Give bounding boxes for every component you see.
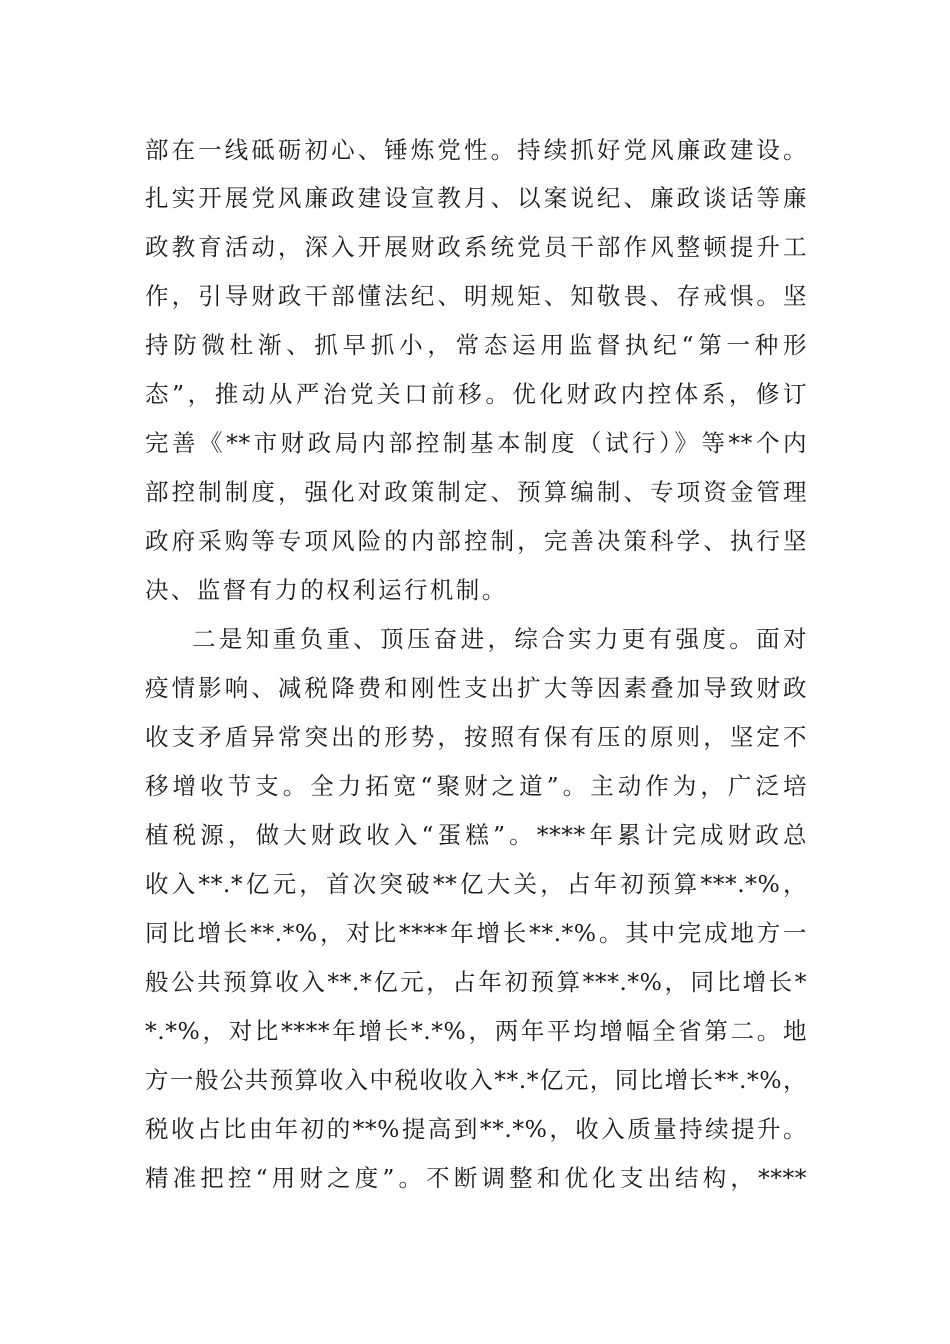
text-line: 持防微杜渐、抓早抓小，常态运用监督执纪“第一种形 [145, 331, 807, 359]
text-line: 疫情影响、减税降费和刚性支出扩大等因素叠加导致财政 [145, 674, 807, 702]
text-line: 收支矛盾异常突出的形势，按照有保有压的原则，坚定不 [145, 723, 807, 751]
text-line: 扎实开展党风廉政建设宣教月、以案说纪、廉政谈话等廉 [145, 184, 807, 212]
text-line: 移增收节支。全力拓宽“聚财之道”。主动作为，广泛培 [145, 772, 807, 800]
text-line: 部在一线砥砺初心、锤炼党性。持续抓好党风廉政建设。 [145, 136, 807, 164]
text-line: *.*%，对比****年增长*.*%，两年平均增幅全省第二。地 [145, 1017, 807, 1045]
text-line: 部控制制度，强化对政策制定、预算编制、专项资金管理 [145, 478, 807, 506]
paragraph-first-line: 二是知重负重、顶压奋进，综合实力更有强度。面对 [192, 625, 807, 653]
text-line: 完善《**市财政局内部控制基本制度（试行）》等**个内 [145, 429, 807, 457]
text-line: 政府采购等专项风险的内部控制，完善决策科学、执行坚 [145, 527, 807, 555]
text-line: 方一般公共预算收入中税收收入**.*亿元，同比增长**.*%， [145, 1066, 807, 1094]
text-line: 态”，推动从严治党关口前移。优化财政内控体系，修订 [145, 380, 807, 408]
text-line: 植税源，做大财政收入“蛋糕”。****年累计完成财政总 [145, 821, 807, 849]
text-line: 政教育活动，深入开展财政系统党员干部作风整顿提升工 [145, 233, 807, 261]
text-line: 般公共预算收入**.*亿元，占年初预算***.*%，同比增长* [145, 968, 807, 996]
text-line: 决、监督有力的权利运行机制。 [145, 576, 508, 604]
text-line: 精准把控“用财之度”。不断调整和优化支出结构，**** [145, 1164, 807, 1192]
text-line: 同比增长**.*%，对比****年增长**.*%。其中完成地方一 [145, 919, 807, 947]
text-line: 收入**.*亿元，首次突破**亿大关，占年初预算***.*%， [145, 870, 807, 898]
text-line: 税收占比由年初的**%提高到**.*%，收入质量持续提升。 [145, 1115, 807, 1143]
text-line: 作，引导财政干部懂法纪、明规矩、知敬畏、存戒惧。坚 [145, 282, 807, 310]
